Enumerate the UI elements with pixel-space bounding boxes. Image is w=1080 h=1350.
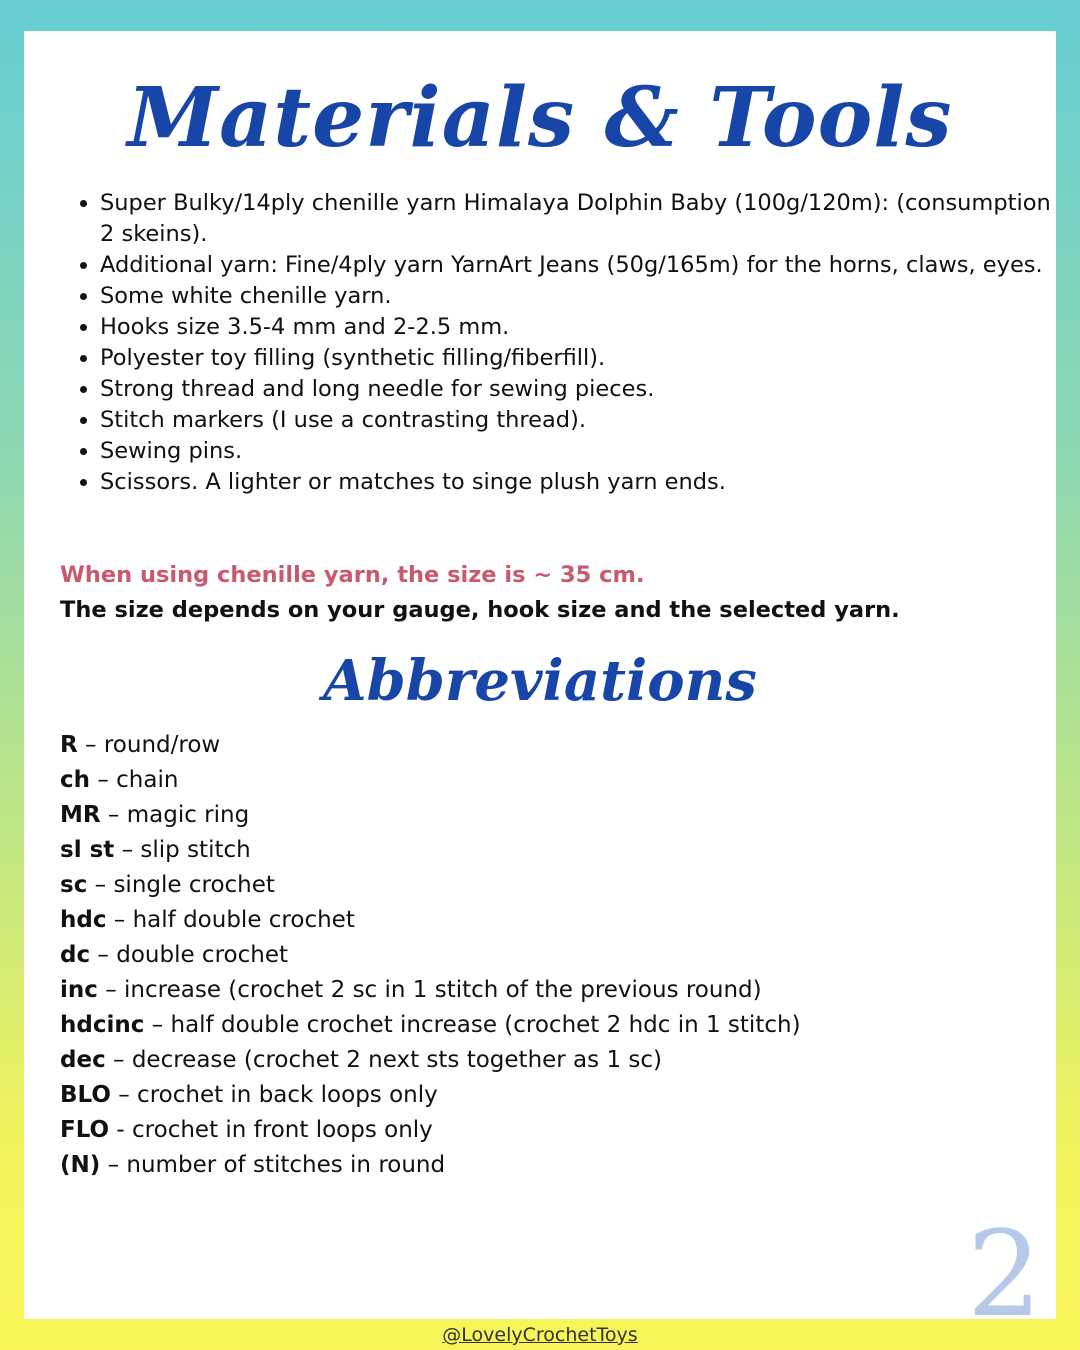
- abbreviation-definition: single crochet: [113, 872, 275, 898]
- list-item: • Strong thread and long needle for sewing pieces.: [100, 374, 1060, 405]
- abbreviation-definition: half double crochet increase (crochet 2 hdc in 1 stitch): [170, 1012, 801, 1038]
- list-item: • Sewing pins.: [100, 436, 1060, 467]
- abbreviation-term: MR: [60, 802, 101, 828]
- abbreviation-item: [60, 728, 1040, 763]
- abbreviation-term: ch: [60, 767, 91, 793]
- abbreviation-definition: half double crochet: [132, 907, 355, 933]
- abbreviation-definition: chain: [116, 767, 179, 793]
- list-item: • Polyester toy filling (synthetic filling/fiberfill).: [100, 343, 1060, 374]
- abbreviation-item: [60, 1113, 1040, 1148]
- abbreviation-separator: –: [77, 732, 104, 758]
- size-text: The size depends on your gauge, hook size and the selected yarn.: [60, 597, 900, 623]
- list-item: • Scissors. A lighter or matches to singe plush yarn ends.: [100, 467, 1060, 498]
- abbreviation-separator: –: [144, 1012, 171, 1038]
- size-highlight: When using chenille yarn, the size is ~ 35 cm.: [60, 562, 645, 588]
- abbreviation-item: [60, 1043, 1040, 1078]
- abbreviation-separator: –: [97, 977, 125, 1003]
- abbreviations-title: Abbreviations: [323, 648, 757, 714]
- abbreviation-term: dc: [60, 942, 91, 968]
- abbreviation-term: hdcinc: [60, 1012, 145, 1038]
- abbreviation-separator: –: [90, 942, 117, 968]
- abbreviation-item: [60, 833, 1040, 868]
- abbreviation-item: [60, 938, 1040, 973]
- abbreviation-separator: –: [100, 802, 127, 828]
- abbreviation-definition: magic ring: [126, 802, 250, 828]
- abbreviation-definition: number of stitches in round: [126, 1152, 446, 1178]
- abbreviation-definition: round/row: [103, 732, 221, 758]
- abbreviation-term: BLO: [60, 1082, 111, 1108]
- abbreviation-separator: –: [106, 907, 133, 933]
- abbreviation-definition: slip stitch: [140, 837, 251, 863]
- page-number: 2: [966, 1205, 1042, 1343]
- social-handle-link[interactable]: @LovelyCrochetToys: [442, 1324, 638, 1346]
- abbreviation-definition: crochet in front loops only: [132, 1117, 433, 1143]
- list-item: • Additional yarn: Fine/4ply yarn YarnArt Jeans (50g/165m) for the horns, claws, eyes.: [100, 250, 1060, 281]
- abbreviation-separator: –: [100, 1152, 127, 1178]
- abbreviation-item: [60, 1008, 1040, 1043]
- abbreviation-separator: –: [114, 837, 141, 863]
- abbreviation-item: [60, 868, 1040, 903]
- abbreviation-item: [60, 763, 1040, 798]
- abbreviation-term: dec: [60, 1047, 106, 1073]
- abbreviation-term: sc: [60, 872, 88, 898]
- abbreviation-item: [60, 1148, 1040, 1183]
- abbreviation-definition: crochet in back loops only: [137, 1082, 438, 1108]
- materials-list: [60, 188, 1060, 498]
- abbreviation-definition: increase (crochet 2 sc in 1 stitch of the previous round): [124, 977, 762, 1003]
- abbreviations-list: [60, 728, 1040, 1183]
- list-item: • Stitch markers (I use a contrasting thread).: [100, 405, 1060, 436]
- abbreviation-term: sl st: [60, 837, 115, 863]
- abbreviation-term: (N): [60, 1152, 101, 1178]
- abbreviation-item: [60, 903, 1040, 938]
- abbreviation-term: FLO: [60, 1117, 110, 1143]
- size-note: [60, 558, 1040, 628]
- abbreviation-item: [60, 798, 1040, 833]
- abbreviation-separator: –: [110, 1082, 138, 1108]
- abbreviation-item: [60, 1078, 1040, 1113]
- abbreviation-term: R: [60, 732, 78, 758]
- abbreviation-definition: double crochet: [116, 942, 288, 968]
- abbreviation-term: hdc: [60, 907, 107, 933]
- abbreviation-separator: -: [109, 1117, 133, 1143]
- abbreviation-definition: decrease (crochet 2 next sts together as 1 sc): [131, 1047, 662, 1073]
- abbreviation-separator: –: [87, 872, 114, 898]
- abbreviation-separator: –: [90, 767, 117, 793]
- list-item: • Some white chenille yarn.: [100, 281, 1060, 312]
- list-item: • Hooks size 3.5-4 mm and 2-2.5 mm.: [100, 312, 1060, 343]
- abbreviation-term: inc: [60, 977, 98, 1003]
- list-item: • Super Bulky/14ply chenille yarn Himalaya Dolphin Baby (100g/120m): (consumption 2 skeins).: [100, 188, 1060, 250]
- abbreviation-item: [60, 973, 1040, 1008]
- abbreviation-separator: –: [105, 1047, 132, 1073]
- page-title: Materials & Tools: [127, 70, 953, 166]
